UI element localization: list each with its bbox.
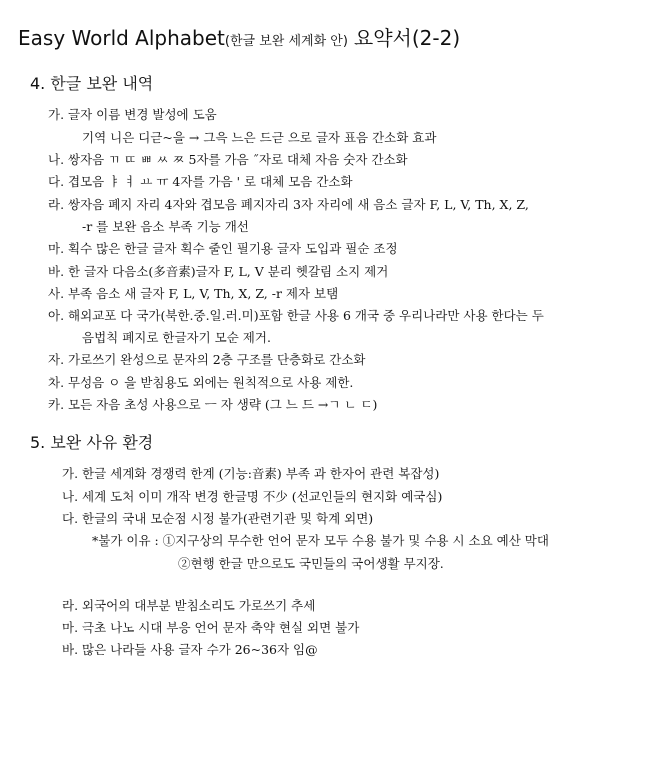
document-title (18, 22, 460, 51)
section-4-line: 음법칙 폐지로 한글자기 모순 제거. (82, 330, 271, 345)
section-5-line: *불가 이유 : ①지구상의 무수한 언어 문자 모두 수용 불가 및 수용 시 소요 예산 막대 (92, 533, 549, 548)
title-main: Easy World Alphabet (18, 26, 225, 50)
section-4-heading: 4. 한글 보완 내역 (30, 74, 154, 93)
section-4-line: 가. 글자 이름 변경 발성에 도움 (48, 107, 217, 122)
section-5-line: 바. 많은 나라들 사용 글자 수가 26~36자 임@ (62, 642, 318, 657)
section-4-line: 자. 가로쓰기 완성으로 문자의 2층 구조를 단층화로 간소화 (48, 352, 366, 367)
title-suffix: 요약서(2-2) (353, 26, 461, 50)
section-4-line: 나. 쌍자음 ㄲ ㄸ ㅃ ㅆ ㅉ 5자를 가음 ˝자로 대체 자음 숫자 간소화 (48, 152, 408, 167)
section-4-line: 마. 획수 많은 한글 글자 획수 줄인 필기용 글자 도입과 필순 조정 (48, 241, 398, 256)
section-5-line: ②현행 한글 만으로도 국민들의 국어생활 무지장. (178, 556, 444, 571)
section-4-line: 라. 쌍자음 폐지 자리 4자와 겹모음 폐지자리 3자 자리에 새 음소 글자 F, L, V, Th, X, Z, (48, 197, 529, 212)
section-4-line: 사. 부족 음소 새 글자 F, L, V, Th, X, Z, -r 제자 보탬 (48, 286, 339, 301)
section-5-line: 나. 세계 도처 이미 개작 변경 한글명 不少 (선교인들의 현지화 예국심) (62, 489, 443, 504)
section-4-line: 아. 해외교포 다 국가(북한.중.일.러.미)포함 한글 사용 6 개국 중 우리나라만 사용 한다는 두 (48, 308, 544, 323)
section-4-line: 바. 한 글자 다음소(多音素)글자 F, L, V 분리 헷갈림 소지 제거 (48, 264, 389, 279)
section-5-line: 다. 한글의 국내 모순점 시정 불가(관련기관 및 학계 외면) (62, 511, 374, 526)
section-4-line: 기역 니은 디귿~을 → 그윽 느은 드귿 으로 글자 표음 간소화 효과 (82, 130, 437, 145)
section-4-line: 카. 모든 자음 초성 사용으로 ㅡ 자 생략 (그 느 드 →ㄱ ㄴ ㄷ) (48, 397, 378, 412)
section-5-line: 라. 외국어의 대부분 받침소리도 가로쓰기 추세 (62, 598, 316, 613)
section-5-line: 가. 한글 세계화 경쟁력 한계 (기능:音素) 부족 과 한자어 관련 복잡성) (62, 466, 440, 481)
section-4-line: 다. 겹모음 ㅑ ㅕ ㅛ ㅠ 4자를 가음 ' 로 대체 모음 간소화 (48, 174, 353, 189)
section-5-heading: 5. 보완 사유 환경 (30, 433, 154, 452)
section-4-line: -r 를 보완 음소 부족 기능 개선 (82, 219, 249, 234)
section-4-line: 차. 무성음 ㅇ 을 받침용도 외에는 원칙적으로 사용 제한. (48, 375, 354, 390)
section-5-line: 마. 극초 나노 시대 부응 언어 문자 축약 현실 외면 불가 (62, 620, 360, 635)
title-subtitle: (한글 보완 세계화 안) (224, 34, 348, 49)
